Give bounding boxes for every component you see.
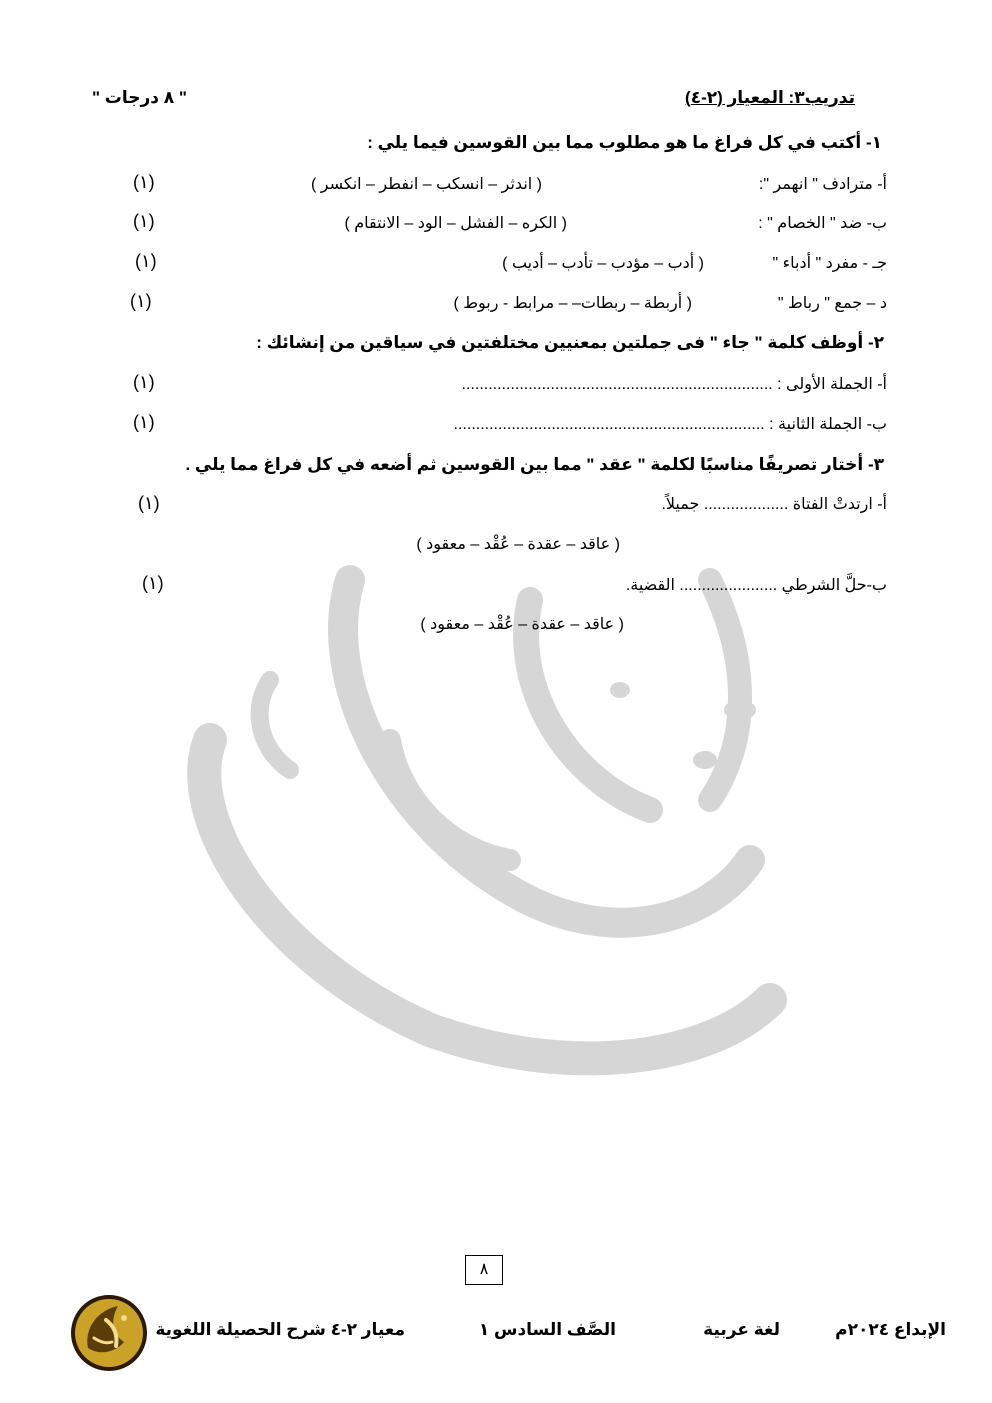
q1-item-a-options: ( اندثر – انسكب – انفطر – انكسر ) — [311, 176, 542, 193]
q1-item-b-score: (١) — [133, 211, 155, 231]
q3-item-a-score: (١) — [138, 493, 160, 513]
q1-item-c-options: ( أدب – مؤدب – تأدب – أديب ) — [502, 255, 704, 272]
worksheet-title: تدريب٣: المعيار (٢-٤) — [685, 88, 855, 107]
q3-item-a-options: ( عاقد – عقدة – عُقْد – معقود ) — [416, 536, 620, 553]
q1-item-b-prompt: ب- ضد " الخصام " : — [758, 215, 887, 232]
footer-standard: معيار ٢-٤ شرح الحصيلة اللغوية — [155, 1320, 405, 1339]
q2-instruction: ٢- أوظف كلمة " جاء " فى جملتين بمعنيين مختلفتين في سياقين من إنشائك : — [256, 333, 884, 352]
total-marks: " ٨ درجات " — [92, 88, 187, 107]
q2-item-b-score: (١) — [133, 412, 155, 432]
q1-item-a-prompt: أ- مترادف " انهمر ": — [758, 176, 887, 193]
q3-item-a-prompt: أ- ارتدتْ الفتاة ................... جميلاً. — [661, 496, 887, 513]
footer-brand: الإبداع ٢٠٢٤م — [835, 1320, 946, 1339]
q3-item-b-prompt: ب-حلَّ الشرطي ...................... القضية. — [625, 577, 887, 594]
q2-item-a-score: (١) — [133, 372, 155, 392]
footer-grade: الصَّف السادس ١ — [478, 1320, 616, 1339]
q1-item-a-score: (١) — [133, 172, 155, 192]
q1-instruction: ١- أكتب في كل فراغ ما هو مطلوب مما بين القوسين فيما يلي : — [367, 133, 882, 152]
q1-item-b-options: ( الكره – الفشل – الود – الانتقام ) — [344, 215, 567, 232]
q1-item-d-options: ( أربطة – ربطات– – مرابط - ربوط ) — [453, 295, 692, 312]
page-number: ٨ — [465, 1255, 503, 1285]
q1-item-d-prompt: د – جمع " رباط " — [777, 295, 887, 312]
q1-item-d-score: (١) — [130, 291, 152, 311]
q2-item-a-prompt: أ- الجملة الأولى : ...................................................................... — [461, 376, 887, 393]
brand-logo — [66, 1290, 152, 1376]
q3-instruction: ٣- أختار تصريفًا مناسبًا لكلمة " عقد " مما بين القوسين ثم أضعه في كل فراغ مما يلي . — [185, 455, 884, 474]
q2-item-b-prompt: ب- الجملة الثانية : ...................................................................... — [453, 416, 887, 433]
q3-item-b-options: ( عاقد – عقدة – عُقْد – معقود ) — [420, 616, 624, 633]
q3-item-b-score: (١) — [142, 573, 164, 593]
q1-item-c-score: (١) — [135, 251, 157, 271]
footer-subject: لغة عربية — [703, 1320, 780, 1339]
watermark-calligraphy — [150, 560, 850, 1120]
q1-item-c-prompt: جـ - مفرد " أدباء " — [772, 255, 887, 272]
